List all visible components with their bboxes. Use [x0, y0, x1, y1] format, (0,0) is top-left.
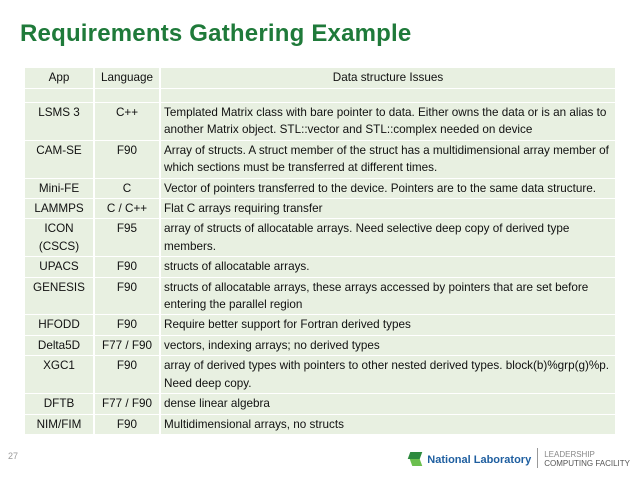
table-row: [25, 103, 615, 140]
app-cell: Delta5D: [25, 336, 93, 355]
language-cell: C: [95, 179, 159, 198]
column-header-issues: Data structure Issues: [161, 68, 615, 88]
data-structure-table: [23, 67, 617, 435]
language-cell: F90: [95, 415, 159, 434]
issues-cell: Multidimensional arrays, no structs: [161, 415, 615, 434]
app-cell: ICON (CSCS): [25, 219, 93, 256]
issues-cell: Templated Matrix class with bare pointer to data. Either owns the data or is an alias to another Matrix object. STL::vector and STL::complex needed on device: [161, 103, 615, 140]
issues-cell: dense linear algebra: [161, 394, 615, 413]
issues-cell: array of structs of allocatable arrays. Need selective deep copy of derived type members.: [161, 219, 615, 256]
language-cell: F90: [95, 315, 159, 334]
app-cell: DFTB: [25, 394, 93, 413]
page-number: 27: [8, 451, 19, 461]
table-row: [25, 394, 615, 413]
table-row: [25, 278, 615, 315]
issues-cell: Require better support for Fortran derived types: [161, 315, 615, 334]
language-cell: F77 / F90: [95, 336, 159, 355]
table-row: [25, 141, 615, 178]
app-cell: NIM/FIM: [25, 415, 93, 434]
issues-cell: Flat C arrays requiring transfer: [161, 199, 615, 218]
spacer-cell: [95, 89, 159, 102]
spacer-cell: [25, 89, 93, 102]
language-cell: F90: [95, 257, 159, 276]
facility-name-line1: LEADERSHIP: [544, 450, 595, 459]
table-row: [25, 179, 615, 198]
table-spacer-row: [25, 89, 615, 102]
issues-cell: structs of allocatable arrays.: [161, 257, 615, 276]
language-cell: F95: [95, 219, 159, 256]
app-cell: LAMMPS: [25, 199, 93, 218]
issues-cell: Vector of pointers transferred to the device. Pointers are to the same data structure.: [161, 179, 615, 198]
app-cell: XGC1: [25, 356, 93, 393]
page-title: Requirements Gathering Example: [20, 20, 412, 47]
app-cell: GENESIS: [25, 278, 93, 315]
table-row: [25, 415, 615, 434]
issues-cell: vectors, indexing arrays; no derived types: [161, 336, 615, 355]
table-row: [25, 356, 615, 393]
language-cell: F77 / F90: [95, 394, 159, 413]
facility-name: [544, 450, 630, 468]
language-cell: C / C++: [95, 199, 159, 218]
facility-name-line2: COMPUTING FACILITY: [544, 459, 630, 468]
language-cell: F90: [95, 356, 159, 393]
issues-cell: Array of structs. A struct member of the struct has a multidimensional array member of which sections must be transferred at different times.: [161, 141, 615, 178]
language-cell: C++: [95, 103, 159, 140]
app-cell: LSMS 3: [25, 103, 93, 140]
issues-cell: array of derived types with pointers to other nested derived types. block(b)%grp(g)%p. Need deep copy.: [161, 356, 615, 393]
app-cell: Mini-FE: [25, 179, 93, 198]
column-header-app: App: [25, 68, 93, 88]
app-cell: HFODD: [25, 315, 93, 334]
table-row: [25, 315, 615, 334]
table-row: [25, 199, 615, 218]
table-row: [25, 336, 615, 355]
lab-name: National Laboratory: [427, 454, 532, 466]
table-row: [25, 219, 615, 256]
spacer-cell: [161, 89, 615, 102]
table-row: [25, 257, 615, 276]
app-cell: CAM-SE: [25, 141, 93, 178]
footer-logo: [409, 446, 630, 468]
issues-cell: structs of allocatable arrays, these arrays accessed by pointers that are set before entering the parallel region: [161, 278, 615, 315]
app-cell: UPACS: [25, 257, 93, 276]
table-body: [25, 89, 615, 434]
logo-divider: [537, 448, 538, 468]
table-header-row: [25, 68, 615, 88]
language-cell: F90: [95, 278, 159, 315]
column-header-language: Language: [95, 68, 159, 88]
language-cell: F90: [95, 141, 159, 178]
lab-logo-icon: [409, 452, 421, 466]
data-structure-table-container: [23, 67, 617, 435]
